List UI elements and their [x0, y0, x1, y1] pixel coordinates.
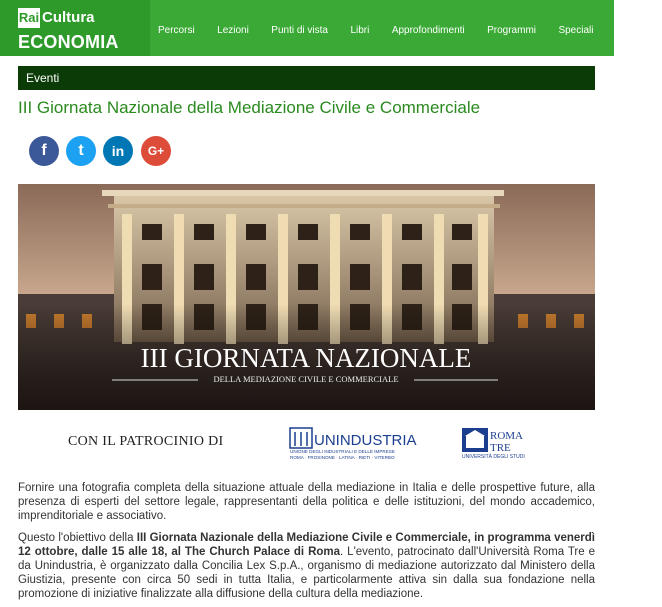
event-paragraph	[18, 531, 595, 601]
nav-item-eventi[interactable]: Eventi	[615, 25, 644, 36]
roma-text: ROMA	[490, 430, 524, 442]
nav-item-speciali[interactable]: Speciali	[558, 25, 594, 36]
facebook-share-button[interactable]	[29, 136, 59, 166]
event-paragraph-highlight: III Giornata Nazionale della Mediazione Civile e Commerciale, in programma venerdì 12 ottobre, dalle 15 alle 18, al The Church Palace di Roma	[18, 532, 595, 558]
event-paragraph-lead: Questo l'obiettivo della	[18, 532, 137, 544]
nav-item-punti-di-vista[interactable]: Punti di vista	[271, 25, 328, 36]
unindustria-name: UNINDUSTRIA	[314, 432, 417, 449]
roma-tre-logo	[462, 426, 532, 460]
logo-section-text: ECONOMIA	[18, 32, 119, 52]
palace-illustration	[18, 184, 595, 410]
event-hero-image	[18, 184, 595, 410]
rai-logo-mark: Rai	[18, 8, 40, 28]
hero-headline: III GIORNATA NAZIONALE	[140, 343, 472, 373]
unindustria-logo	[290, 426, 430, 460]
google-plus-share-button[interactable]	[141, 136, 171, 166]
tre-text: TRE	[490, 442, 511, 454]
nav-item-lezioni[interactable]: Lezioni	[217, 25, 249, 36]
intro-paragraph: Fornire una fotografia completa della situazione attuale della mediazione in Italia e delle prospettive future, alla presenza di esperti del settore legale, rappresentanti della politica e delle istituzioni, del mondo accademico, imprenditoriale e associativo.	[18, 482, 595, 522]
unindustria-subtitle: UNIONE DEGLI INDUSTRIALI E DELLE IMPRESE	[290, 449, 395, 454]
nav-item-programmi[interactable]: Programmi	[487, 25, 536, 36]
linkedin-icon: in	[111, 143, 125, 159]
top-navigation-bar	[0, 0, 644, 56]
event-paragraph-rest: . L'evento, patrocinato dall'Università Roma Tre e da Unindustria, è organizzato dalla Concilia Lex S.p.A., organismo di mediazione autorizzato dal Ministero della Giustizia, presente con circa 50 sedi in tutta Italia, e particolarmente attiva sin dalla sua fondazione nella promozione di iniziative finalizzate alla diffusione della cultura della mediazione.	[18, 546, 595, 600]
nav-item-libri[interactable]: Libri	[350, 25, 370, 36]
site-logo[interactable]	[0, 0, 150, 56]
page-title: III Giornata Nazionale della Mediazione Civile e Commerciale	[18, 98, 481, 117]
section-label[interactable]: Eventi	[26, 71, 60, 85]
patronage-banner	[18, 420, 595, 466]
nav-item-percorsi[interactable]: Percorsi	[158, 25, 195, 36]
nav-item-approfondimenti[interactable]: Approfondimenti	[391, 25, 465, 36]
linkedin-share-button[interactable]	[103, 136, 133, 166]
hero-subhead: DELLA MEDIAZIONE CIVILE E COMMERCIALE	[213, 374, 399, 384]
logo-cultura-text: Cultura	[42, 9, 95, 26]
facebook-icon: f	[41, 142, 47, 159]
google-plus-icon: G+	[147, 144, 165, 158]
unindustria-provinces: ROMA · FROSINONE · LATINA · RIETI · VITERBO	[290, 455, 395, 460]
section-header	[18, 66, 595, 90]
roma-subtitle: UNIVERSITÀ DEGLI STUDI	[462, 454, 525, 460]
twitter-icon: t	[78, 142, 84, 159]
patronage-label: CON IL PATROCINIO DI	[68, 434, 224, 449]
twitter-share-button[interactable]	[66, 136, 96, 166]
main-nav	[158, 20, 662, 36]
